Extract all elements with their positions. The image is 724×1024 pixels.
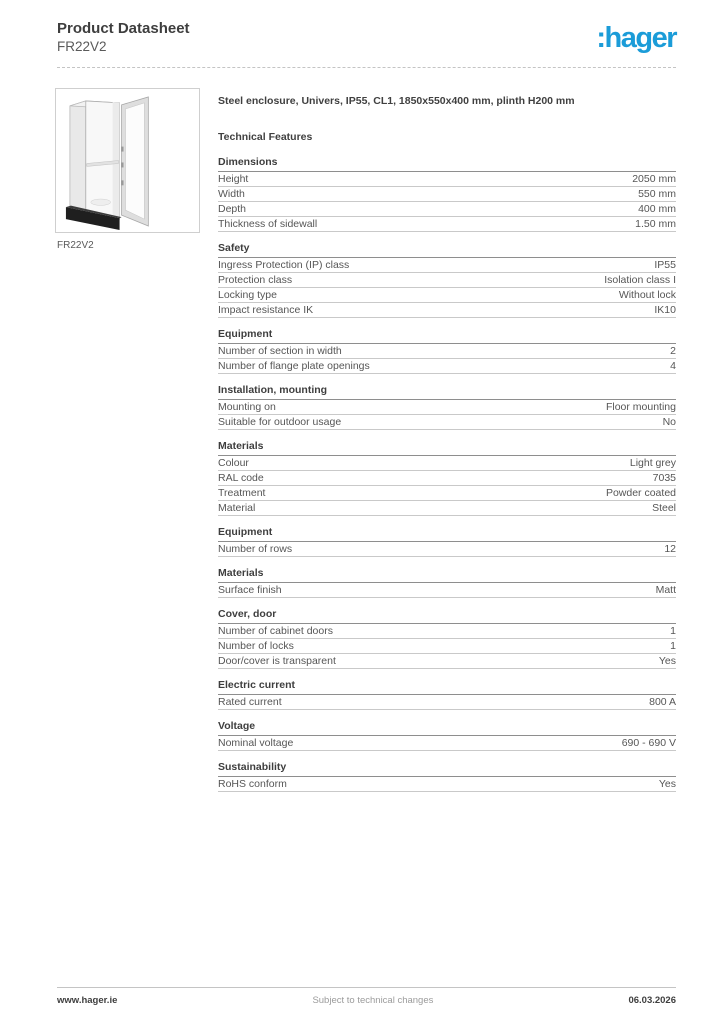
section-title: Installation, mounting: [218, 385, 676, 400]
spec-label: Ingress Protection (IP) class: [218, 259, 350, 271]
spec-row: [218, 624, 676, 639]
section-title: Cover, door: [218, 609, 676, 624]
spec-value: IP55: [654, 259, 676, 271]
hager-logo: :hager: [596, 22, 676, 54]
spec-label: Depth: [218, 203, 247, 215]
footer: [57, 995, 676, 1006]
spec-row: [218, 583, 676, 598]
spec-section: [218, 609, 676, 669]
spec-value: No: [662, 416, 676, 428]
header-divider: [57, 67, 676, 68]
spec-value: 2: [670, 345, 676, 357]
spec-value: Isolation class I: [604, 274, 676, 286]
spec-row: [218, 456, 676, 471]
section-title: Dimensions: [218, 157, 676, 172]
spec-section: [218, 527, 676, 557]
spec-value: 1.50 mm: [635, 218, 676, 230]
spec-row: [218, 202, 676, 217]
product-reference: FR22V2: [57, 39, 107, 54]
spec-row: [218, 187, 676, 202]
spec-row: [218, 172, 676, 187]
spec-label: Number of flange plate openings: [218, 360, 370, 372]
spec-label: Impact resistance IK: [218, 304, 314, 316]
section-title: Materials: [218, 441, 676, 456]
spec-label: Thickness of sidewall: [218, 218, 318, 230]
steel-enclosure-illustration: [56, 89, 199, 232]
spec-value: Yes: [658, 778, 676, 790]
spec-row: [218, 217, 676, 232]
section-title: Safety: [218, 243, 676, 258]
section-title: Materials: [218, 568, 676, 583]
spec-section: [218, 157, 676, 232]
spec-label: Locking type: [218, 289, 277, 301]
footer-divider: [57, 987, 676, 988]
spec-row: [218, 486, 676, 501]
section-title: Sustainability: [218, 762, 676, 777]
header: [57, 20, 190, 55]
footer-date: 06.03.2026: [628, 995, 676, 1006]
spec-section: [218, 385, 676, 430]
spec-label: Number of section in width: [218, 345, 342, 357]
section-title: Electric current: [218, 680, 676, 695]
product-image-caption: FR22V2: [57, 240, 94, 251]
spec-value: 7035: [652, 472, 676, 484]
technical-features-heading: Technical Features: [218, 131, 313, 143]
spec-section: [218, 329, 676, 374]
section-title: Equipment: [218, 527, 676, 542]
spec-row: [218, 654, 676, 669]
spec-row: [218, 695, 676, 710]
spec-label: Rated current: [218, 696, 282, 708]
spec-value: Steel: [652, 502, 676, 514]
spec-row: [218, 639, 676, 654]
spec-label: Protection class: [218, 274, 293, 286]
spec-label: Number of rows: [218, 543, 293, 555]
spec-row: [218, 400, 676, 415]
spec-value: Yes: [658, 655, 676, 667]
spec-row: [218, 736, 676, 751]
spec-value: 12: [664, 543, 676, 555]
spec-section: [218, 441, 676, 516]
spec-label: RoHS conform: [218, 778, 287, 790]
spec-label: Height: [218, 173, 249, 185]
spec-row: [218, 542, 676, 557]
spec-value: Without lock: [618, 289, 676, 301]
spec-value: Floor mounting: [605, 401, 676, 413]
spec-label: Suitable for outdoor usage: [218, 416, 342, 428]
spec-row: [218, 344, 676, 359]
spec-section: [218, 680, 676, 710]
spec-label: Door/cover is transparent: [218, 655, 336, 667]
main-content: [218, 95, 676, 803]
spec-row: [218, 258, 676, 273]
spec-label: Nominal voltage: [218, 737, 294, 749]
product-image-frame: [55, 88, 200, 233]
spec-label: RAL code: [218, 472, 264, 484]
spec-value: IK10: [654, 304, 676, 316]
spec-row: [218, 777, 676, 792]
spec-value: 2050 mm: [632, 173, 676, 185]
spec-section: [218, 568, 676, 598]
spec-row: [218, 273, 676, 288]
spec-label: Material: [218, 502, 256, 514]
section-title: Voltage: [218, 721, 676, 736]
spec-value: 1: [670, 640, 676, 652]
spec-value: 690 - 690 V: [621, 737, 676, 749]
spec-value: 1: [670, 625, 676, 637]
spec-row: [218, 303, 676, 318]
spec-label: Number of cabinet doors: [218, 625, 333, 637]
spec-section: [218, 721, 676, 751]
spec-label: Surface finish: [218, 584, 282, 596]
footer-website: www.hager.ie: [57, 995, 118, 1006]
spec-label: Mounting on: [218, 401, 276, 413]
page-title: Product Datasheet: [57, 20, 190, 37]
footer-note: Subject to technical changes: [312, 995, 434, 1006]
spec-value: Light grey: [629, 457, 676, 469]
spec-row: [218, 501, 676, 516]
spec-value: 550 mm: [638, 188, 676, 200]
spec-value: 4: [670, 360, 676, 372]
spec-label: Treatment: [218, 487, 266, 499]
spec-row: [218, 359, 676, 374]
spec-label: Number of locks: [218, 640, 294, 652]
spec-value: 800 A: [649, 696, 676, 708]
spec-sections: [218, 157, 676, 792]
spec-section: [218, 762, 676, 792]
spec-value: Powder coated: [605, 487, 676, 499]
spec-label: Width: [218, 188, 245, 200]
spec-row: [218, 415, 676, 430]
product-description: Steel enclosure, Univers, IP55, CL1, 1850x550x400 mm, plinth H200 mm: [218, 95, 575, 107]
spec-value: 400 mm: [638, 203, 676, 215]
spec-section: [218, 243, 676, 318]
spec-row: [218, 471, 676, 486]
spec-row: [218, 288, 676, 303]
spec-value: Matt: [655, 584, 676, 596]
spec-label: Colour: [218, 457, 249, 469]
section-title: Equipment: [218, 329, 676, 344]
